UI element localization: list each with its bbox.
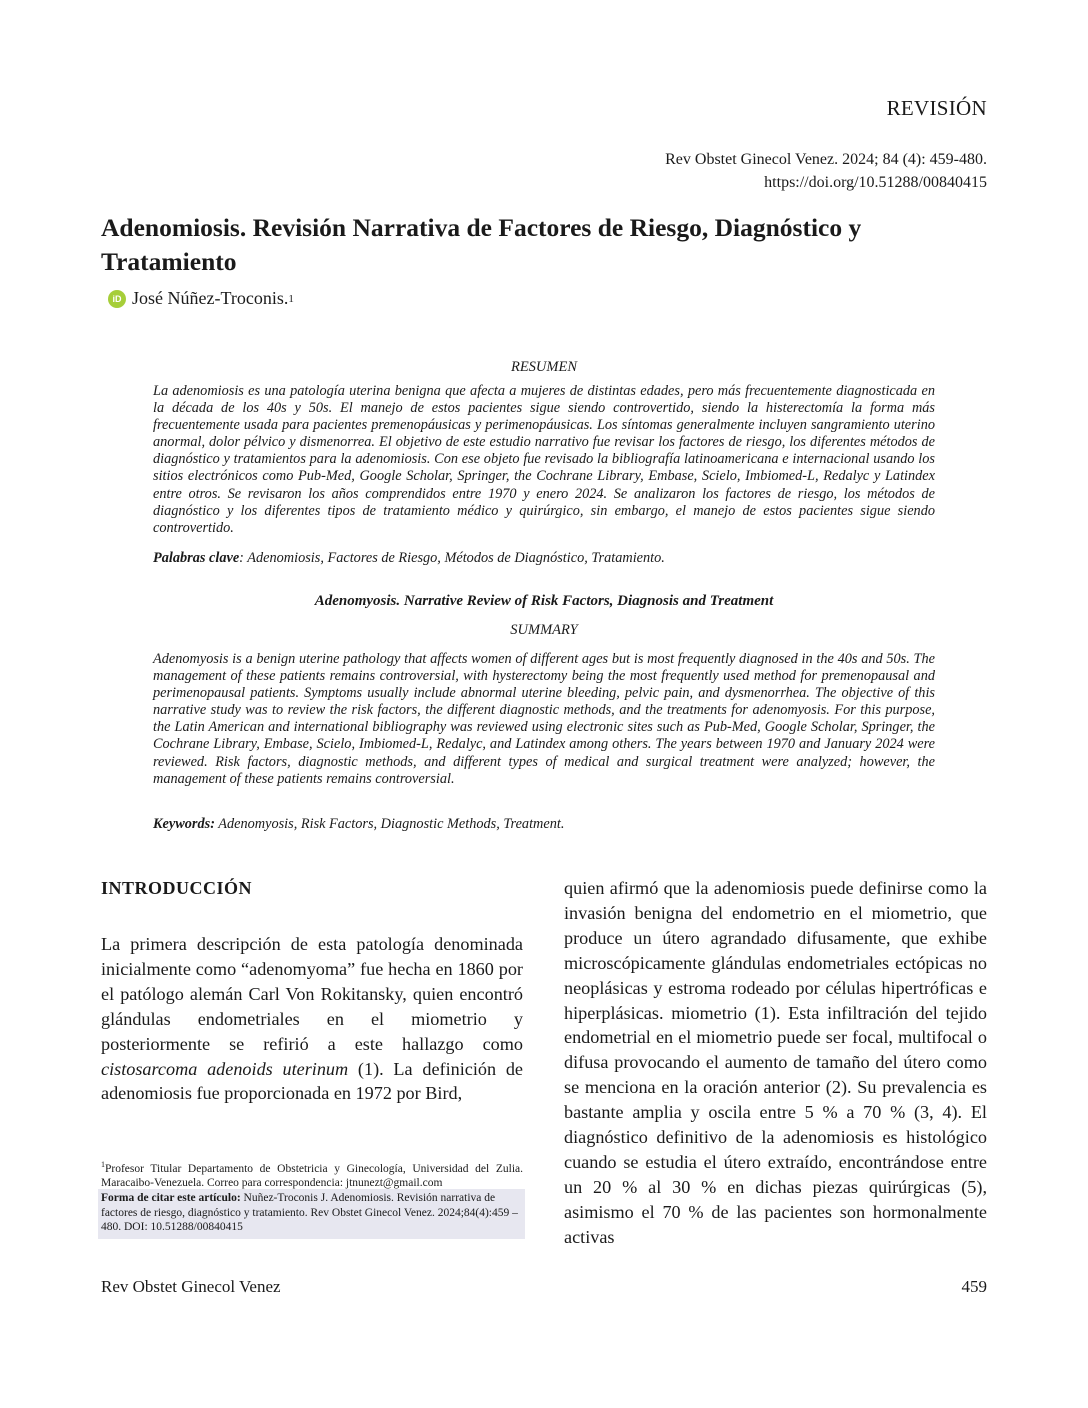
intro-left-column — [101, 932, 523, 1106]
intro-right-column: quien afirmó que la adenomiosis puede definirse como la invasión benigna del endometrio en el miometrio, que produce un útero agrandado difusamente, que exhibe microscópicamente glándulas endometriales ectópicas no neoplásicas y estroma rodeado por células hipertróficas e hiperplásicas. miometrio (1). Esta infiltración del tejido endometrial en el miometrio puede ser focal, multifocal o difusa provocando el aumento de tamaño del útero como se menciona en la oración anterior (2). Su prevalencia es bastante amplia y oscila entre 5 % a 70 % (3, 4). El diagnóstico definitivo de la adenomiosis es histológico cuando se estudia el útero extraído, encontrándose entre un 20 % al 30 % en dichas piezas quirúrgicas (5), asimismo el 70 % de las pacientes son hormonalmente activas — [564, 878, 987, 1247]
author-name: José Núñez-Troconis. — [132, 288, 289, 308]
intro-heading: INTRODUCCIÓN — [101, 878, 253, 898]
palabras-clave — [153, 550, 935, 567]
author-line — [108, 288, 294, 309]
intro-italic-term: cistosarcoma adenoids uterinum — [101, 1058, 349, 1079]
summary-body: Adenomyosis is a benign uterine pathology that affects women of different ages but is most frequently diagnosed in the 40s and 50s. The management of these patients remains controversial, with hysterectomy being the most frequently used method for premenopausal and perimenopausal patients. Symptoms usually include abnormal uterine bleeding, pelvic pain, and dysmenorrhea. The objective of this narrative study was to review the risk factors, the different diagnostic methods, and the treatments for adenomyosis. For this purpose, the Latin American and international bibliography was reviewed using electronic sites such as Pub-Med, Google Scholar, Springer, the Cochrane Library, Embase, Scielo, Imbiomed-L, Redalyc, and Latindex among others. The years between 1970 and January 2024 were reviewed. Risk factors, diagnostic methods, and different types of medical and surgical treatment were analyzed; however, the management of these patients remains controversial. — [153, 651, 935, 787]
orcid-icon[interactable]: iD — [108, 290, 126, 308]
summary-heading: SUMMARY — [510, 622, 578, 638]
article-title: Adenomiosis. Revisión Narrativa de Factores de Riesgo, Diagnóstico y Tratamiento — [101, 213, 862, 276]
journal-citation — [665, 148, 987, 194]
keywords-label: Palabras clave — [153, 550, 240, 566]
doi-link[interactable]: https://doi.org/10.51288/00840415 — [764, 174, 987, 191]
affiliation-mark: 1 — [288, 292, 294, 305]
keywords-list-en: Adenomyosis, Risk Factors, Diagnostic Methods, Treatment. — [214, 816, 565, 832]
resumen-heading: RESUMEN — [510, 359, 578, 375]
intro-text-1: La primera descripción de esta patología denominada inicialmente como “adenomyoma” fue hecha en 1860 por el patólogo alemán Carl Von Rokitansky, quien encontró glándulas endometriales en el miometrio y posteriormente se refirió a este hallazgo como — [101, 934, 523, 1054]
keywords-label-en: Keywords: — [153, 816, 215, 832]
cite-label: Forma de citar este artículo: — [101, 1192, 241, 1204]
cite-text: Nuñez-Troconis J. Adenomiosis. Revisión narrativa de factores de riesgo, diagnóstico y tratamiento. Rev Obstet Ginecol Venez. 2024;84(4):459 – 480. DOI: 10.51288/00840415 — [101, 1192, 518, 1234]
footer-journal: Rev Obstet Ginecol Venez — [101, 1277, 281, 1296]
section-tag: REVISIÓN — [886, 96, 987, 120]
english-title: Adenomyosis. Narrative Review of Risk Factors, Diagnosis and Treatment — [314, 593, 774, 609]
citation-line: Rev Obstet Ginecol Venez. 2024; 84 (4): 459-480. — [665, 151, 987, 168]
footnote-mark: 1 — [101, 1160, 105, 1169]
resumen-body: La adenomiosis es una patología uterina benigna que afecta a mujeres de distintas edades, pero más frecuentemente diagnosticada en la década de los 40s y 50s. El manejo de estos pacientes sigue siendo controvertido, siendo la histerectomía la forma más frecuentemente usada para pacientes premenopáusicas y perimenopáusicas. Los síntomas generalmente incluyen sangramiento uterino anormal, dolor pélvico y dismenorrea. El objetivo de este estudio narrativo fue revisar los factores de riesgo, los diferentes métodos de diagnóstico y tratamientos para la adenomiosis. Con ese objeto fue revisado la bibliografía latinoamericana e internacional usando los sitios electrónicos como Pub-Med, Google Scholar, Springer, the Cochrane Library, Embase, Scielo, Imbiomed-L, Redalyc y Latindex entre otros. Se revisaron los años comprendidos entre 1970 y enero 2024. Se analizaron los factores de riesgo, los métodos de diagnóstico y los diferentes tipos de tratamiento médico y quirúrgico, sin embargo, el manejo de estos pacientes sigue siendo controvertido. — [153, 383, 935, 536]
affiliation-footnote — [101, 1158, 523, 1191]
keywords-list: : Adenomiosis, Factores de Riesgo, Métodos de Diagnóstico, Tratamiento. — [239, 550, 665, 566]
footnote-text: Profesor Titular Departamento de Obstetricia y Ginecología, Universidad del Zulia. Maracaibo-Venezuela. Correo para correspondencia: jtnunezt@gmail.com — [101, 1162, 523, 1190]
keywords — [153, 816, 935, 833]
page-number: 459 — [961, 1277, 987, 1296]
how-to-cite-box — [98, 1189, 525, 1239]
intro-text-2: (1). La definición de adenomiosis fue proporcionada en 1972 por Bird, — [101, 1058, 523, 1104]
